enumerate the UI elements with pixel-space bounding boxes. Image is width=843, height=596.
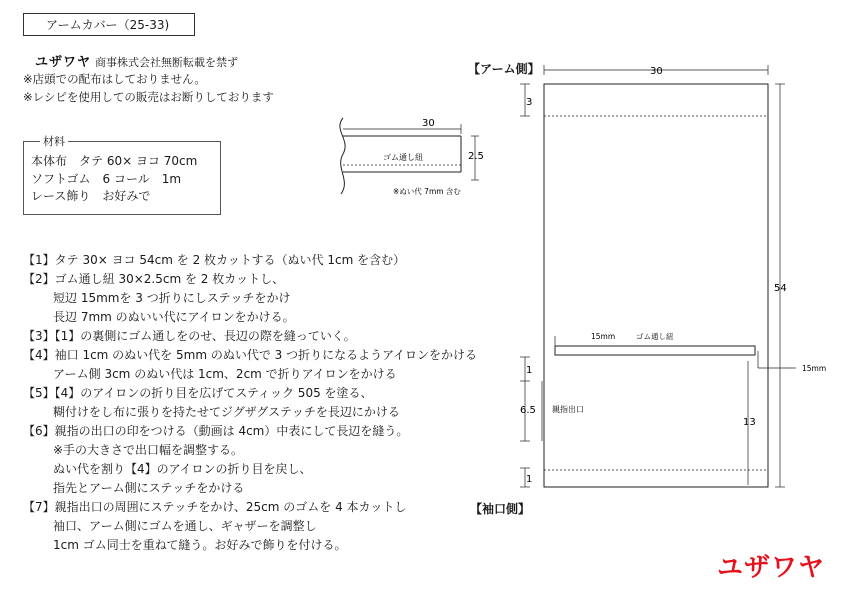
step-4: 【4】袖口 1cm のぬい代を 5mm のぬい代で 3 つ折りになるようアイロンをかける — [23, 348, 478, 362]
copyright-notice — [35, 51, 238, 70]
material-lace: レース飾り お好みで — [31, 189, 151, 203]
strip-height-label: 2.5 — [468, 151, 484, 162]
cuff-bottom-label: 1 — [526, 474, 533, 485]
strip-diagram — [325, 110, 495, 210]
thumb-label: 6.5 — [520, 405, 536, 416]
step-7: 【7】親指出口の周囲にステッチをかけ、25cm のゴムを 4 本カットし — [23, 500, 407, 514]
arm-side-label: 【アーム側】 — [468, 62, 540, 76]
step-2-line-2: 短辺 15mmを 3 つ折りにしステッチをかけ — [53, 291, 291, 305]
step-4-line-2: アーム側 3cm のぬい代は 1cm、2cm で折りアイロンをかける — [53, 367, 397, 381]
cuff-top-label: 1 — [526, 365, 533, 376]
brand-logo: ユザワヤ — [716, 553, 825, 583]
step-6-line-3: ぬい代を割り【4】のアイロンの折り目を戻し、 — [53, 462, 312, 476]
width-label: 30 — [650, 66, 663, 77]
strip-hem-label-right: 15mm — [802, 364, 827, 373]
pattern-outline — [544, 84, 768, 487]
brand-small-logo: ユザワヤ — [35, 55, 92, 70]
step-2: 【2】ゴム通し紐 30×2.5cm を 2 枚カットし、 — [23, 272, 285, 286]
notice-store: ※店頭での配布はしておりません。 — [23, 72, 206, 86]
step-1: 【1】タテ 30× ヨコ 54cm を 2 枚カットする（ぬい代 1cm を含む） — [23, 253, 406, 267]
strip-label: ゴム通し紐 — [636, 332, 674, 341]
step-7-line-2: 袖口、アーム側にゴムを通し、ギャザーを調整し — [53, 519, 317, 533]
cuff-side-label: 【袖口側】 — [470, 502, 531, 516]
copyright-text: 商事株式会社無断転載を禁ず — [95, 56, 239, 69]
step-6: 【6】親指の出口の印をつける（動画は 4cm）中表にして長辺を縫う。 — [23, 424, 409, 438]
elastic-strip — [555, 346, 755, 355]
cuff-length-label: 13 — [743, 417, 756, 428]
length-label: 54 — [774, 283, 787, 294]
strip-wave-top — [340, 118, 345, 194]
materials-title: 材料 — [40, 133, 68, 149]
pattern-diagram — [500, 55, 840, 505]
document-title: アームカバー（25-33) — [23, 13, 195, 36]
step-2-line-3: 長辺 7mm のぬいい代にアイロンをかける。 — [53, 310, 295, 324]
notice-sales: ※レシピを使用しての販売はお断りしております — [23, 90, 274, 104]
step-7-line-3: 1cm ゴム同士を重ねて縫う。お好みで飾りを付ける。 — [53, 538, 347, 552]
strip-width-label: 30 — [422, 118, 435, 129]
strip-note: ※ぬい代 7mm 含む — [393, 187, 461, 196]
step-6-line-2: ※手の大きさで出口幅を調整する。 — [53, 443, 244, 457]
material-fabric: 本体布 タテ 60× ヨコ 70cm — [31, 154, 198, 168]
top-seam-label: 3 — [526, 97, 533, 108]
step-5-line-2: 糊付けをし布に張りを持たせてジグザグステッチを長辺にかける — [53, 405, 400, 419]
step-5: 【5】【4】のアイロンの折り目を広げてスティック 505 を塗る、 — [23, 386, 373, 400]
material-elastic: ソフトゴム 6 コール 1m — [31, 172, 182, 186]
step-6-line-4: 指先とアーム側にステッチをかける — [53, 481, 245, 495]
step-3: 【3】【1】の裏側にゴム通しをのせ、長辺の際を縫っていく。 — [23, 329, 356, 343]
thumb-opening-label: 親指出口 — [552, 405, 584, 414]
strip-inner-label: ゴム通し紐 — [383, 153, 423, 162]
strip-hem-label: 15mm — [591, 332, 616, 341]
